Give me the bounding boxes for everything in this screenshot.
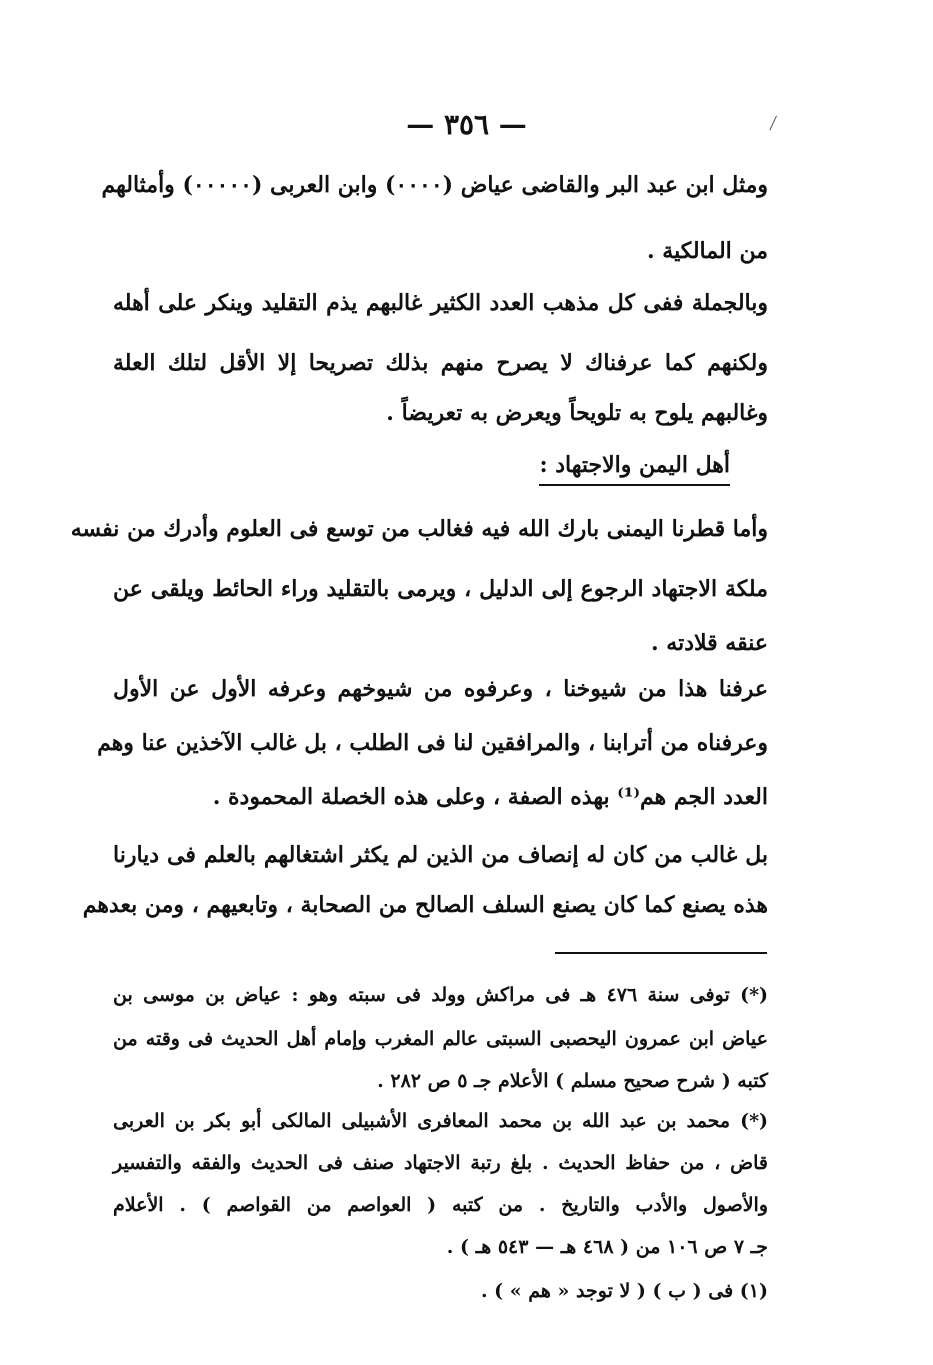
body-line: العدد الجم هم⁽¹⁾ بهذه الصفة ، وعلى هذه الخصلة المحمودة .	[212, 784, 768, 810]
body-line: وغالبهم يلوح به تلويحاً ويعرض به تعريضاً .	[386, 400, 768, 426]
body-line: ولكنهم كما عرفناك لا يصرح منهم بذلك تصريحا إلا الأقل لتلك العلة	[113, 350, 768, 376]
footnote-line: والأصول والأدب والتاريخ . من كتبه ( العواصم من القواصم ) . الأعلام	[113, 1194, 768, 1216]
body-line: وأما قطرنا اليمنى بارك الله فيه فغالب من توسع فى العلوم وأدرك من نفسه	[70, 516, 768, 542]
section-heading: أهل اليمن والاجتهاد :	[539, 452, 730, 486]
footnote-line: جـ ٧ ص ١٠٦ من ( ٤٦٨ هـ — ٥٤٣ هـ ) .	[446, 1236, 768, 1258]
footnote-divider	[555, 952, 767, 954]
footnote-line: عياض ابن عمرون اليحصبى السبتى عالم المغرب وإمام أهل الحديث فى وقته من	[113, 1028, 768, 1050]
footnote-line: قاض ، من حفاظ الحديث . بلغ رتبة الاجتهاد صنف فى الحديث والفقه والتفسير	[113, 1152, 768, 1174]
body-line: ومثل ابن عبد البر والقاضى عياض (٠٠٠٠) وابن العربى (٠٠٠٠٠) وأمثالهم	[101, 172, 768, 198]
body-line: من المالكية .	[646, 238, 768, 264]
body-line: عنقه قلادته .	[650, 630, 768, 656]
page-number: — ٣٥٦ —	[406, 108, 527, 141]
footnote-line: (١) فى ( ب ) ( لا توجد « هم » ) .	[480, 1280, 768, 1302]
body-line: وبالجملة ففى كل مذهب العدد الكثير غالبهم يذم التقليد وينكر على أهله	[113, 290, 768, 316]
footnote-line: (*) توفى سنة ٤٧٦ هـ فى مراكش وولد فى سبته وهو : عياض بن موسى بن	[113, 984, 768, 1006]
body-line: بل غالب من كان له إنصاف من الذين لم يكثر اشتغالهم بالعلم فى ديارنا	[113, 842, 768, 868]
body-line: وعرفناه من أترابنا ، والمرافقين لنا فى الطلب ، بل غالب الآخذين عنا وهم	[97, 730, 768, 756]
body-line: ملكة الاجتهاد الرجوع إلى الدليل ، ويرمى بالتقليد وراء الحائط ويلقى عن	[113, 576, 768, 602]
footnote-line: كتبه ( شرح صحيح مسلم ) الأعلام جـ ٥ ص ٢٨٢ .	[377, 1070, 768, 1092]
body-line: عرفنا هذا من شيوخنا ، وعرفوه من شيوخهم وعرفه الأول عن الأول	[113, 676, 768, 702]
footnote-line: (*) محمد بن عبد الله بن محمد المعافرى الأشبيلى المالكى أبو بكر بن العربى	[113, 1110, 768, 1132]
body-line: هذه يصنع كما كان يصنع السلف الصالح من الصحابة ، وتابعيهم ، ومن بعدهم	[82, 892, 768, 918]
